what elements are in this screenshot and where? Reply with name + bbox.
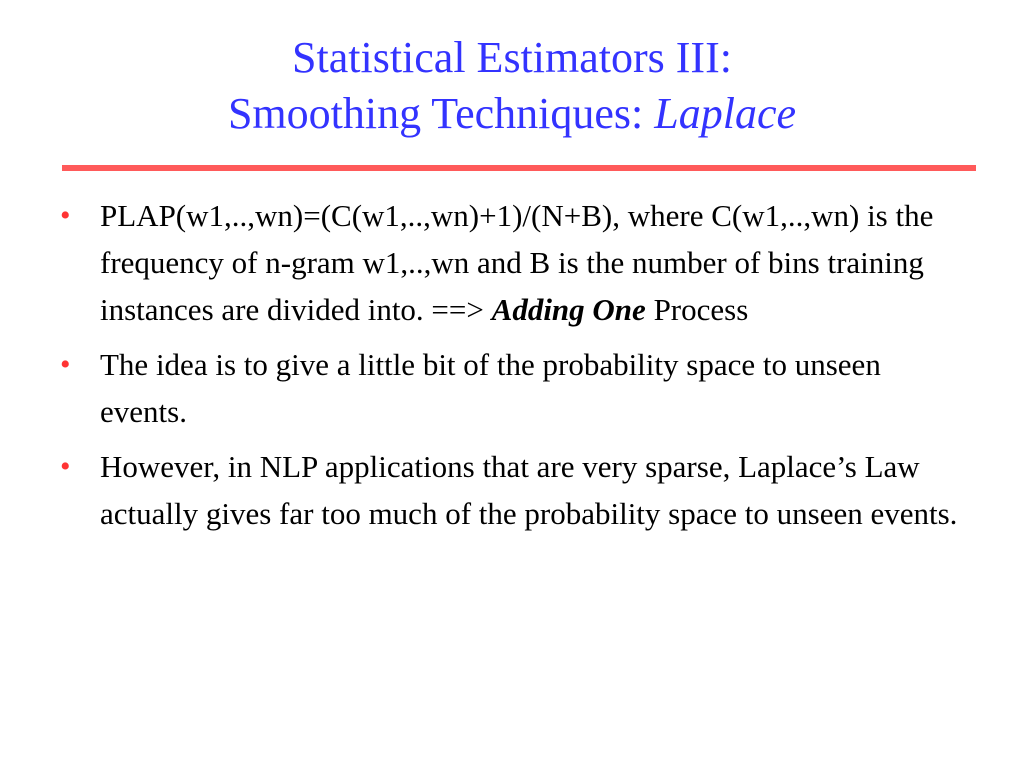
bullet-item-3: [60, 443, 960, 537]
bullet-icon: •: [60, 450, 71, 483]
bullet-list: [60, 192, 960, 545]
bullet-icon: •: [60, 348, 71, 381]
title-line-2: [0, 86, 1024, 142]
bullet-icon: •: [60, 199, 71, 232]
title-divider: [62, 165, 976, 171]
slide-title: [0, 30, 1024, 142]
bullet-1-text-after: Process: [645, 292, 749, 327]
title-emphasis: Laplace: [654, 89, 797, 138]
bullet-item-2: [60, 341, 960, 435]
bullet-text-1: [100, 198, 933, 327]
title-line-1: Statistical Estimators III:: [292, 33, 732, 82]
title-line-2-text: Smoothing Techniques:: [227, 89, 655, 138]
bullet-text-2: The idea is to give a little bit of the probability space to unseen events.: [100, 347, 881, 429]
bullet-item-1: [60, 192, 960, 333]
bullet-1-text-before: PLAP(w1,..,wn)=(C(w1,..,wn)+1)/(N+B), where C(w1,..,wn) is the frequency of n-gram w1,..,wn and B is the number of bins training instances are divided into. ==>: [100, 198, 934, 327]
bullet-text-3: However, in NLP applications that are very sparse, Laplace’s Law actually gives far too much of the probability space to unseen events.: [100, 449, 958, 531]
bullet-1-emphasis: Adding One: [491, 292, 646, 327]
